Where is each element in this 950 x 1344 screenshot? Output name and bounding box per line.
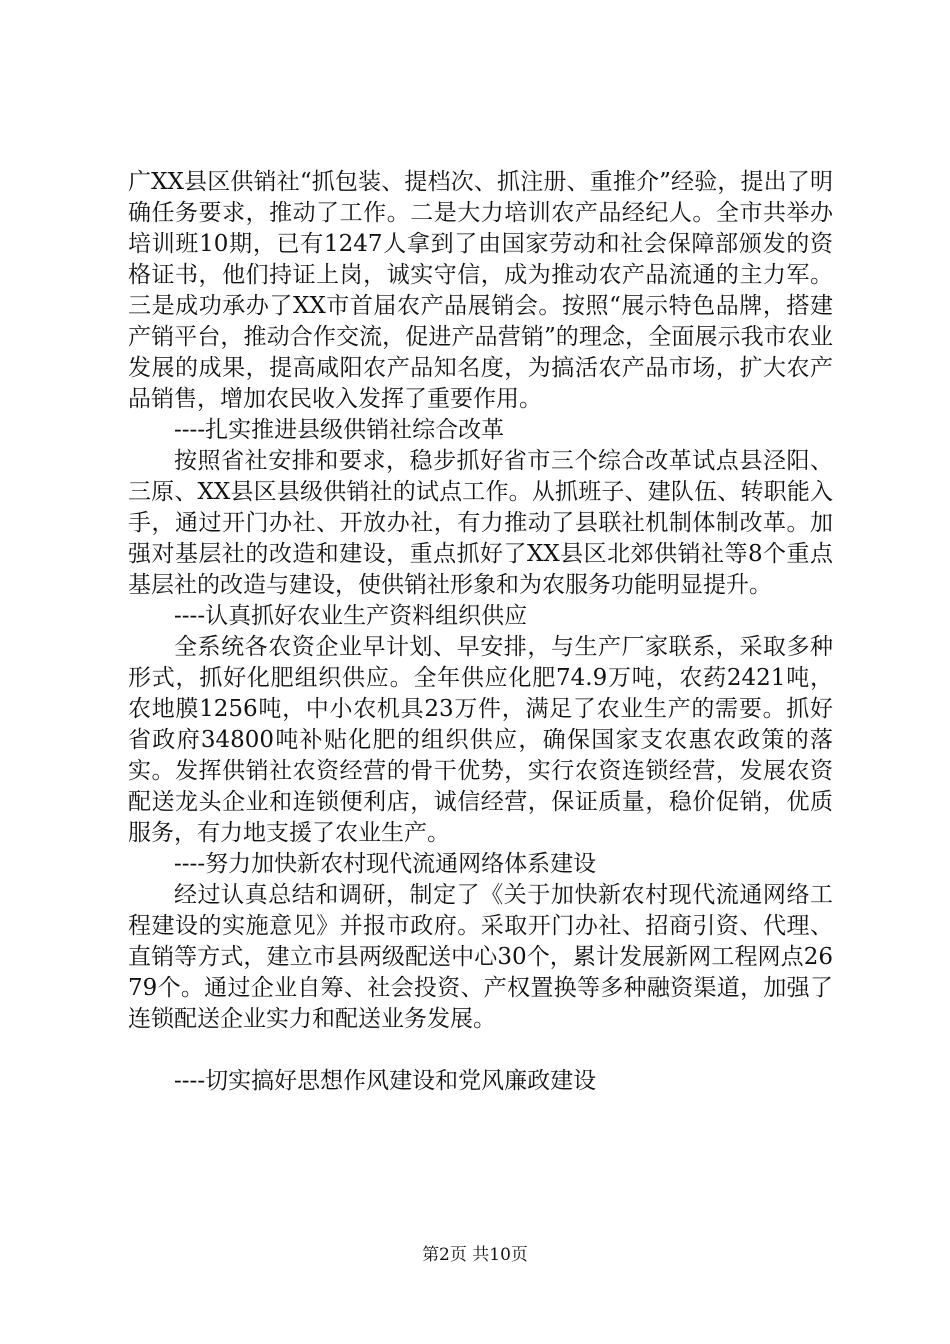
section-heading-rural-network: ----努力加快新农村现代流通网络体系建设	[174, 851, 597, 877]
section-heading-county-reform: ----扎实推进县级供销社综合改革	[174, 417, 505, 443]
paragraph-county-reform: 按照省社安排和要求，稳步抓好省市三个综合改革试点县泾阳、三原、XX县区县级供销社的试点工作。从抓班子、建队伍、转职能入手，通过开门办社、开放办社，有力推动了县联社机制体制改革。加强对基层社的改造和建设，重点抓好了XX县区北郊供销社等8个重点基层社的改造与建设，使供销社形象和为农服务功能明显提升。	[128, 448, 833, 598]
paragraph-rural-network: 经过认真总结和调研，制定了《关于加快新农村现代流通网络工程建设的实施意见》并报市政府。采取开门办社、招商引资、代理、直销等方式，建立市县两级配送中心30个，累计发展新网工程网点2679个。通过企业自筹、社会投资、产权置换等多种融资渠道，加强了连锁配送企业实力和配送业务发展。	[128, 882, 833, 1032]
paragraph-continuation: 广XX县区供销社“抓包装、提档次、抓注册、重推介”经验，提出了明确任务要求，推动了工作。二是大力培训农产品经纪人。全市共举办培训班10期，已有1247人拿到了由国家劳动和社会保障部颁发的资格证书，他们持证上岗，诚实守信，成为推动农产品流通的主力军。三是成功承办了XX市首届农产品展销会。按照“展示特色品牌，搭建产销平台，推动合作交流，促进产品营销”的理念，全面展示我市农业发展的成果，提高咸阳农产品知名度，为搞活农产品市场，扩大农产品销售，增加农民收入发挥了重要作用。	[128, 169, 833, 412]
paragraph-agri-supplies: 全系统各农资企业早计划、早安排，与生产厂家联系，采取多种形式，抓好化肥组织供应。全年供应化肥74.9万吨，农药2421吨，农地膜1256吨，中小农机具23万件，满足了农业生产的需要。抓好省政府34800吨补贴化肥的组织供应，确保国家支农惠农政策的落实。发挥供销社农资经营的骨干优势，实行农资连锁经营，发展农资配送龙头企业和连锁便利店，诚信经营，保证质量，稳价促销，优质服务，有力地支援了农业生产。	[128, 634, 833, 846]
document-body	[128, 167, 833, 1097]
page-footer: 第2页 共10页	[422, 1245, 528, 1265]
section-heading-party-conduct: ----切实搞好思想作风建设和党风廉政建设	[174, 1068, 597, 1094]
section-heading-agri-supplies: ----认真抓好农业生产资料组织供应	[174, 603, 528, 629]
